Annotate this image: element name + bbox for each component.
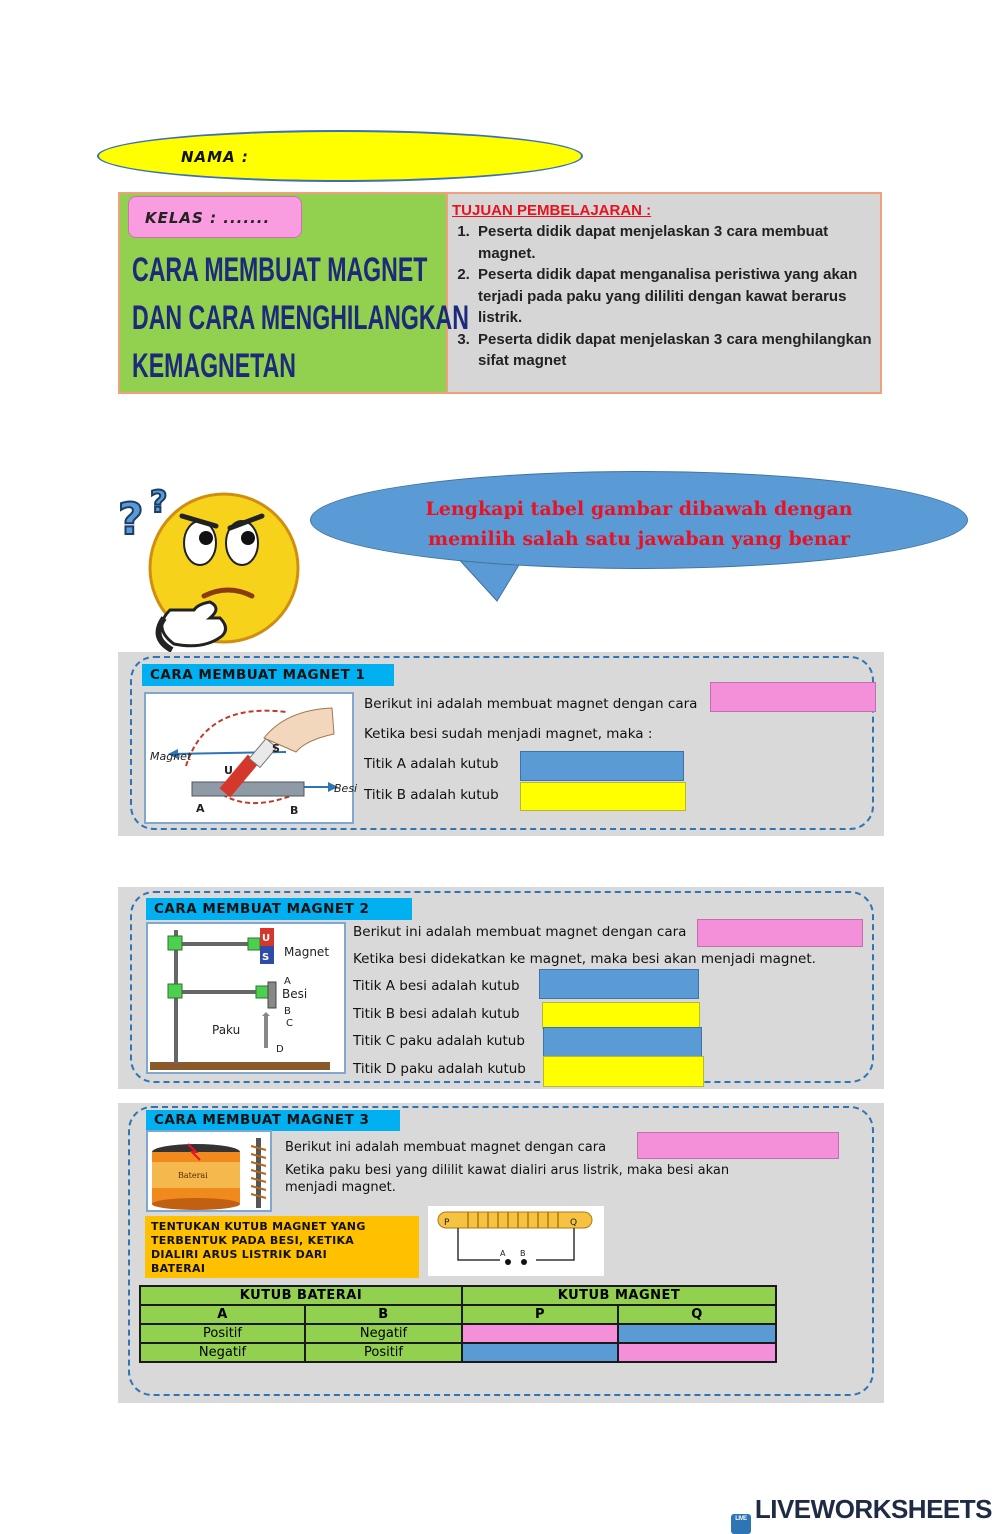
coil-figure	[428, 1206, 604, 1276]
pole-table	[139, 1285, 777, 1363]
magnet-stroking-figure	[146, 694, 358, 822]
section-3-title: CARA MEMBUAT MAGNET 3	[146, 1110, 400, 1131]
table-cell: Positif	[140, 1324, 305, 1343]
task-line: TERBENTUK PADA BESI, KETIKA	[151, 1234, 355, 1247]
figure-label-a: A	[284, 976, 291, 987]
table-answer-cell-q2[interactable]	[618, 1343, 776, 1362]
battery-coil-figure	[148, 1132, 270, 1210]
s2-answer-method[interactable]	[697, 919, 863, 947]
name-label: NAMA :	[181, 148, 249, 166]
figure-label-b: B	[290, 804, 299, 817]
s2-answer-pole-c[interactable]	[543, 1027, 702, 1057]
liveworksheets-logo	[731, 1494, 992, 1534]
figure-label-s: S	[262, 952, 270, 963]
class-label: KELAS : .......	[145, 209, 271, 227]
header-panel	[118, 192, 882, 394]
s1-line-1: Berikut ini adalah membuat magnet dengan cara	[364, 696, 698, 712]
task-line: BATERAI	[151, 1262, 206, 1275]
figure-label-besi: Besi	[334, 782, 358, 795]
table-cell: Negatif	[140, 1343, 305, 1362]
s3-task-box	[145, 1216, 419, 1278]
objective-item: 2. Peserta didik dapat menganalisa peristiwa yang akan terjadi pada paku yang dililiti dengan kawat berarus listrik.	[474, 264, 876, 329]
svg-text:?: ?	[118, 494, 144, 545]
figure-label-a: A	[196, 802, 205, 815]
figure-label-b: B	[284, 1006, 291, 1017]
coil-circuit-figure	[428, 1206, 604, 1276]
figure-label-paku: Paku	[212, 1023, 241, 1037]
figure-label-a: A	[500, 1249, 506, 1258]
figure-label-magnet: Magnet	[150, 750, 192, 763]
class-field[interactable]	[128, 196, 302, 238]
figure-label-q: Q	[570, 1218, 578, 1228]
main-title-line: DAN CARA MENGHILANGKAN	[132, 299, 469, 337]
table-answer-cell-q1[interactable]	[618, 1324, 776, 1343]
stand-magnet-figure	[148, 924, 344, 1072]
table-col-header: P	[462, 1305, 618, 1324]
s1-line-2: Ketika besi sudah menjadi magnet, maka :	[364, 726, 653, 742]
s2-line-3: Titik A besi adalah kutub	[353, 978, 520, 994]
objective-item: 1. Peserta didik dapat menjelaskan 3 cara membuat magnet.	[474, 221, 876, 264]
table-answer-cell-p2[interactable]	[462, 1343, 618, 1362]
svg-text:?: ?	[150, 485, 168, 520]
figure-label-u: U	[262, 933, 271, 944]
figure-label-u: U	[224, 764, 233, 777]
s3-line-2: Ketika paku besi yang dililit kawat dialiri arus listrik, maka besi akan	[285, 1163, 730, 1178]
figure-label-s: S	[272, 742, 280, 755]
figure-label-baterai: Baterai	[178, 1171, 208, 1180]
s1-answer-pole-a[interactable]	[520, 751, 684, 781]
figure-label-c: C	[286, 1018, 293, 1029]
learning-objectives	[452, 202, 876, 372]
main-title-line: KEMAGNETAN	[132, 347, 296, 385]
s2-line-1: Berikut ini adalah membuat magnet dengan cara	[353, 924, 687, 940]
title-panel	[120, 194, 469, 392]
table-group-header: KUTUB BATERAI	[140, 1286, 462, 1305]
figure-label-besi: Besi	[282, 987, 308, 1001]
instruction-line: memilih salah satu jawaban yang benar	[427, 528, 850, 550]
figure-label-magnet: Magnet	[284, 945, 330, 959]
logo-mark-icon: LIVE	[731, 1514, 751, 1534]
s2-answer-pole-d[interactable]	[543, 1056, 704, 1087]
section-1-figure	[144, 692, 358, 824]
table-col-header: A	[140, 1305, 305, 1324]
section-1-title: CARA MEMBUAT MAGNET 1	[142, 664, 394, 686]
table-row	[140, 1343, 776, 1362]
table-cell: Negatif	[305, 1324, 462, 1343]
task-line: TENTUKAN KUTUB MAGNET YANG	[151, 1220, 366, 1233]
s2-line-6: Titik D paku adalah kutub	[353, 1061, 526, 1077]
s2-answer-pole-a[interactable]	[539, 969, 699, 999]
name-field[interactable]	[97, 130, 583, 182]
s2-line-4: Titik B besi adalah kutub	[353, 1006, 520, 1022]
logo-text: LIVEWORKSHEETS	[754, 1494, 992, 1524]
figure-label-p: P	[444, 1218, 450, 1228]
table-answer-cell-p1[interactable]	[462, 1324, 618, 1343]
instruction-text	[311, 494, 967, 554]
table-cell: Positif	[305, 1343, 462, 1362]
s1-answer-pole-b[interactable]	[520, 782, 686, 811]
instruction-line: Lengkapi tabel gambar dibawah dengan	[425, 498, 853, 520]
table-row	[140, 1324, 776, 1343]
figure-label-b: B	[520, 1249, 526, 1258]
table-col-header: B	[305, 1305, 462, 1324]
s3-answer-method[interactable]	[637, 1132, 839, 1159]
s1-line-4: Titik B adalah kutub	[364, 787, 499, 803]
section-3-figure	[146, 1130, 272, 1212]
section-2-figure	[146, 922, 346, 1074]
objectives-heading: TUJUAN PEMBELAJARAN :	[452, 202, 652, 219]
s1-line-3: Titik A adalah kutub	[364, 756, 499, 772]
s1-answer-method[interactable]	[710, 682, 876, 712]
thinking-face-icon	[112, 478, 312, 653]
s3-line-1: Berikut ini adalah membuat magnet dengan cara	[285, 1140, 607, 1155]
table-group-header: KUTUB MAGNET	[462, 1286, 776, 1305]
objective-item: 3. Peserta didik dapat menjelaskan 3 cara menghilangkan sifat magnet	[474, 329, 876, 372]
s3-line-3: menjadi magnet.	[285, 1180, 396, 1195]
table-col-header: Q	[618, 1305, 776, 1324]
figure-label-d: D	[276, 1044, 284, 1055]
s2-line-2: Ketika besi didekatkan ke magnet, maka besi akan menjadi magnet.	[353, 951, 816, 967]
main-title-line: CARA MEMBUAT MAGNET	[132, 251, 428, 289]
task-line: DIALIRI ARUS LISTRIK DARI	[151, 1248, 328, 1261]
instruction-bubble	[310, 471, 968, 569]
main-title	[132, 246, 469, 390]
section-2-title: CARA MEMBUAT MAGNET 2	[146, 898, 412, 920]
s2-answer-pole-b[interactable]	[542, 1002, 700, 1029]
s2-line-5: Titik C paku adalah kutub	[353, 1033, 525, 1049]
